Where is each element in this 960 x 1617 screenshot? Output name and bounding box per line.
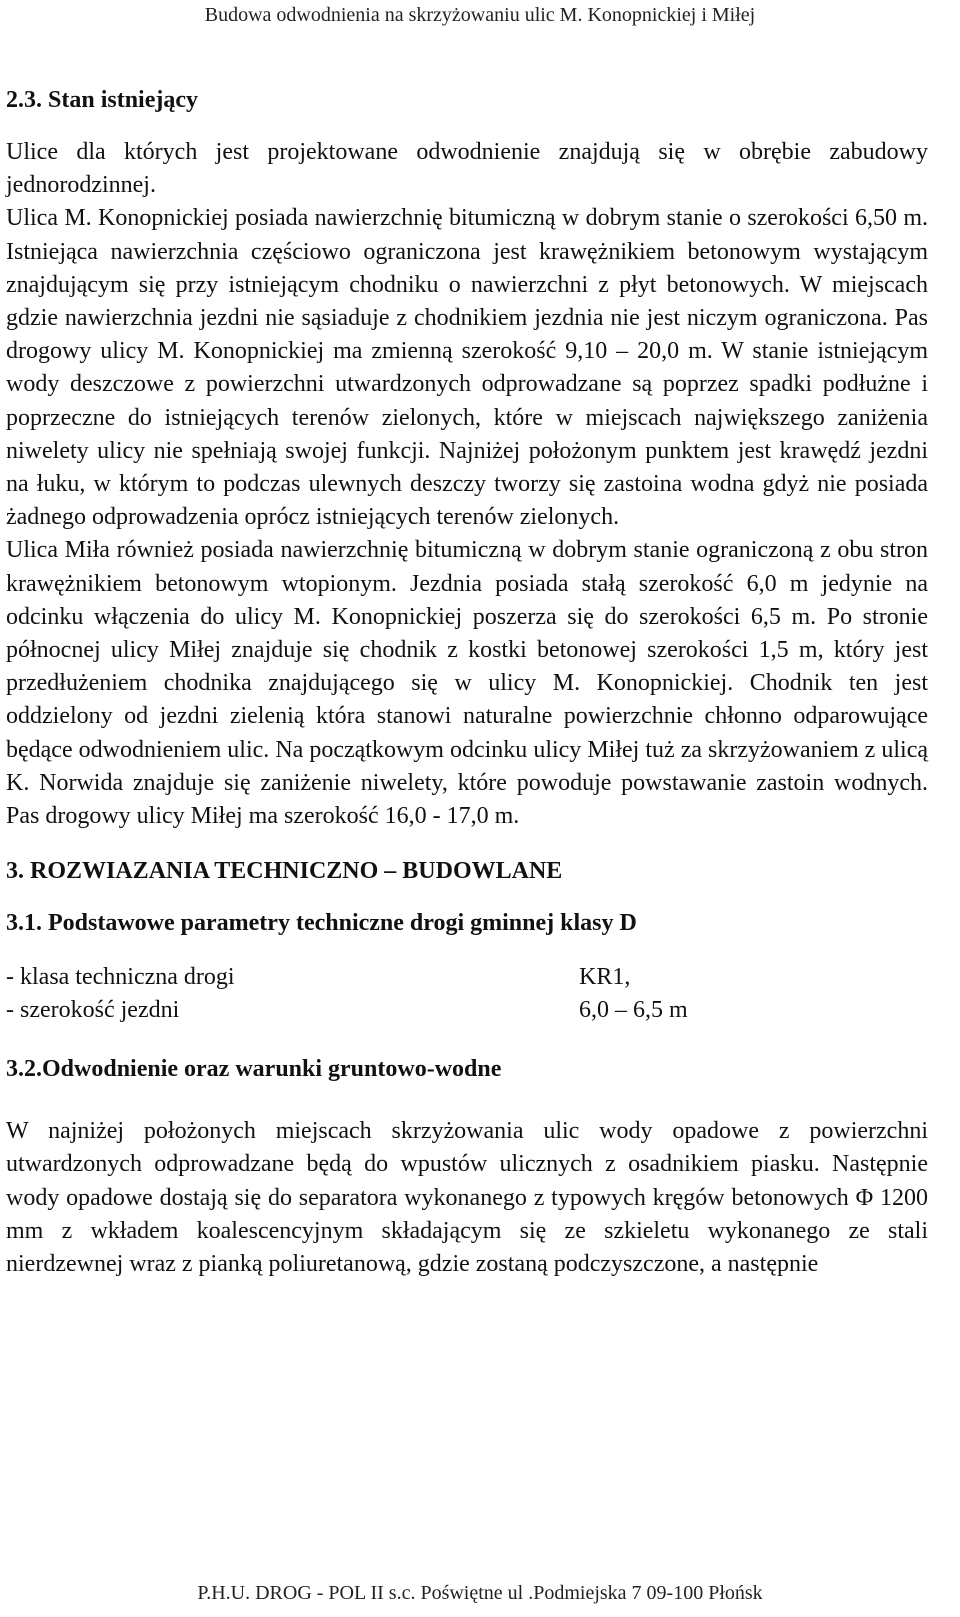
paragraph: Ulice dla których jest projektowane odwodnienie znajdują się w obrębie zabudowy jednorodzinnej. (6, 139, 928, 199)
running-footer: P.H.U. DROG - POL II s.c. Poświętne ul .Podmiejska 7 09-100 Płońsk (197, 1582, 763, 1604)
parameter-label: - klasa techniczna drogi (6, 964, 235, 991)
section-2-3-heading: 2.3. Stan istniejący (6, 87, 198, 113)
parameter-list (6, 961, 928, 1027)
document-body (6, 84, 928, 1281)
parameter-row (6, 961, 928, 994)
parameter-value: KR1, (579, 964, 631, 991)
parameter-value: 6,0 – 6,5 m (579, 997, 688, 1024)
parameter-label: - szerokość jezdni (6, 997, 180, 1024)
section-3-heading: 3. ROZWIAZANIA TECHNICZNO – BUDOWLANE (6, 858, 563, 885)
paragraph: Ulica Miła również posiada nawierzchnię bitumiczną w dobrym stanie ograniczoną z obu stron krawężnikiem betonowym wtopionym. Jezdnia posiada stałą szerokość 6,0 m jedynie na odcinku włączenia do ulicy M. Konopnickiej poszerza się do szerokości 6,5 m. Po stronie północnej ulicy Miłej znajduje się chodnik z kostki betonowej szerokości 1,5 m, który jest przedłużeniem chodnika znajdującego się w ulicy M. Konopnickiej. Chodnik ten jest oddzielony od jezdni zielenią która stanowi naturalne powierzchnie chłonno odparowujące będące odwodnieniem ulic. Na początkowym odcinku ulicy Miłej tuż za skrzyżowaniem z ulicą K. Norwida znajduje się zaniżenie niwelety, które powoduje powstawanie zastoin wodnych. Pas drogowy ulicy Miłej ma szerokość 16,0 - 17,0 m. (6, 537, 928, 830)
section-3-1-heading: 3.1. Podstawowe parametry techniczne drogi gminnej klasy D (6, 910, 637, 937)
parameter-row (6, 994, 928, 1027)
section-3-2-heading: 3.2.Odwodnienie oraz warunki gruntowo-wodne (6, 1056, 502, 1083)
paragraph: W najniżej położonych miejscach skrzyżowania ulic wody opadowe z powierzchni utwardzonych odprowadzane będą do wpustów ulicznych z osadnikiem piasku. Następnie wody opadowe dostają się do separatora wykonanego z typowych kręgów betonowych Φ 1200 mm z wkładem koalescencyjnym składającym się ze szkieletu wykonanego ze stali nierdzewnej wraz z pianką poliuretanową, gdzie zostaną podczyszczone, a następnie (6, 1118, 928, 1278)
paragraph: Ulica M. Konopnickiej posiada nawierzchnię bitumiczną w dobrym stanie o szerokości 6,50 m. Istniejąca nawierzchnia częściowo ograniczona jest krawężnikiem betonowym wystającym znajdującym się przy istniejącym chodniku o nawierzchni z płyt betonowych. W miejscach gdzie nawierzchnia jezdni nie sąsiaduje z chodnikiem jezdnia nie jest niczym ograniczona. Pas drogowy ulicy M. Konopnickiej ma zmienną szerokość 9,10 – 20,0 m. W stanie istniejącym wody deszczowe z powierzchni utwardzonych odprowadzane są poprzez spadki podłużne i poprzeczne do istniejących terenów zielonych, które w miejscach największego zaniżenia niwelety ulicy nie spełniają swojej funkcji. Najniżej położonym punktem jest krawędź jezdni na łuku, w którym to podczas ulewnych deszczy tworzy się zastoina wodna gdyż nie posiada żadnego odprowadzenia oprócz istniejących terenów zielonych. (6, 205, 928, 531)
running-header: Budowa odwodnienia na skrzyżowaniu ulic M. Konopnickiej i Miłej (204, 4, 756, 26)
